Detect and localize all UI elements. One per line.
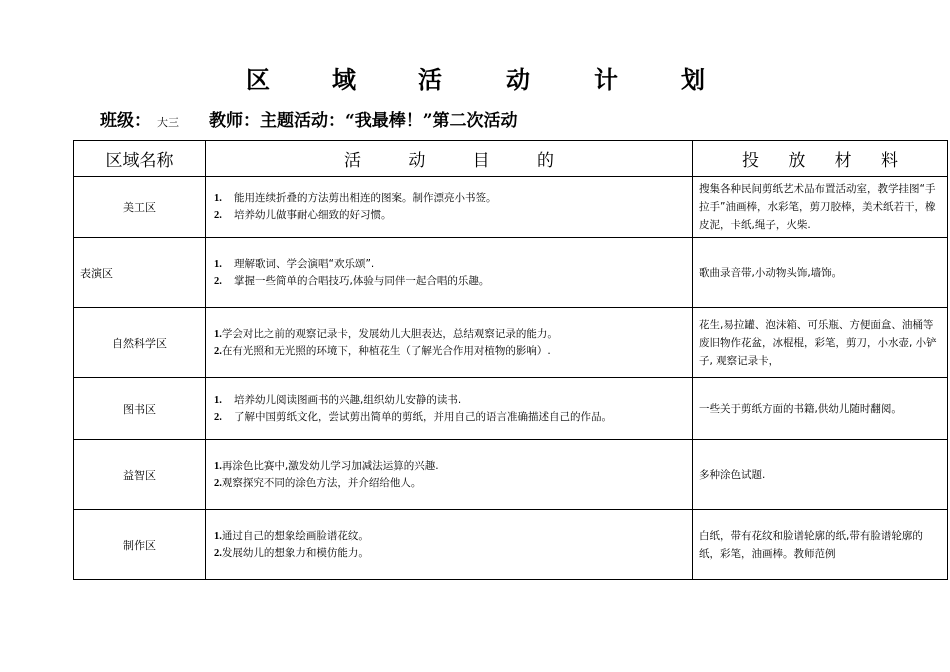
- materials-cell: 白纸，带有花纹和脸谱轮廓的纸,带有脸谱轮廓的纸，彩笔，油画棒。教师范例: [693, 510, 948, 580]
- header-char: 放: [788, 151, 806, 171]
- table-row: [74, 177, 948, 238]
- area-name: 表演区: [74, 238, 206, 308]
- header-char: 投: [742, 151, 759, 171]
- table-row: [74, 308, 948, 378]
- activity-plan-table: [73, 140, 948, 580]
- area-name: 图书区: [74, 378, 206, 440]
- area-name: 制作区: [74, 510, 206, 580]
- class-label: 班级：: [100, 111, 151, 131]
- table-row: [74, 378, 948, 440]
- title-char: 计: [594, 65, 618, 94]
- header-char: 活: [344, 151, 361, 171]
- materials-cell: 歌曲录音带,小动物头饰,墙饰。: [693, 238, 948, 308]
- header-materials: [693, 141, 948, 177]
- goals-cell: 1.再涂色比赛中,激发幼儿学习加减法运算的兴趣. 2.观察探究不同的涂色方法，并介绍给他人。: [206, 440, 693, 510]
- table-header-row: [74, 141, 948, 177]
- goals-cell: 1. 能用连续折叠的方法剪出相连的图案。制作漂亮小书签。 2. 培养幼儿做事耐心细致的好习惯。: [206, 177, 693, 238]
- title-char: 划: [681, 65, 705, 94]
- table-row: [74, 510, 948, 580]
- class-teacher-line: [100, 106, 518, 132]
- header-area: 区域名称: [74, 141, 206, 177]
- teacher-line: 教师：主题活动：“我最棒！”第二次活动: [209, 111, 518, 131]
- area-name: 益智区: [74, 440, 206, 510]
- header-char: 目: [472, 151, 490, 171]
- area-name: 美工区: [74, 177, 206, 238]
- title-char: 区: [246, 65, 270, 94]
- page-title: [0, 60, 950, 96]
- header-goals: [206, 141, 693, 177]
- class-value: 大三: [157, 116, 179, 129]
- header-char: 料: [880, 151, 898, 171]
- title-char: 域: [332, 65, 356, 94]
- table-row: [74, 440, 948, 510]
- materials-cell: 搜集各种民间剪纸艺术品布置活动室，教学挂图“手拉手”油画棒，水彩笔，剪刀胶棒，美术纸若干，橡皮泥，卡纸,绳子，火柴.: [693, 177, 948, 238]
- goals-cell: 1.通过自己的想象绘画脸谱花纹。 2.发展幼儿的想象力和模仿能力。: [206, 510, 693, 580]
- goals-cell: 1. 理解歌词、学会演唱“欢乐颂”. 2. 掌握一些简单的合唱技巧,体验与同伴一起合唱的乐趣。: [206, 238, 693, 308]
- area-name: 自然科学区: [74, 308, 206, 378]
- title-char: 活: [418, 65, 442, 94]
- materials-cell: 一些关于剪纸方面的书籍,供幼儿随时翻阅。: [693, 378, 948, 440]
- header-char: 材: [834, 151, 852, 171]
- materials-cell: 花生,易拉罐、泡沫箱、可乐瓶、方便面盒、油桶等废旧物作花盆，冰棍棍，彩笔，剪刀，小水壶, 小铲子, 观察记录卡，: [693, 308, 948, 378]
- header-char: 的: [536, 151, 554, 171]
- materials-cell: 多种涂色试题.: [693, 440, 948, 510]
- goals-cell: 1. 培养幼儿阅读图画书的兴趣,组织幼儿安静的读书. 2. 了解中国剪纸文化，尝试剪出简单的剪纸，并用自己的语言准确描述自己的作品。: [206, 378, 693, 440]
- title-char: 动: [506, 65, 530, 94]
- goals-cell: 1.学会对比之前的观察记录卡，发展幼儿大胆表达，总结观察记录的能力。 2.在有光照和无光照的环境下，种植花生（了解光合作用对植物的影响）.: [206, 308, 693, 378]
- header-char: 动: [408, 151, 426, 171]
- table-row: [74, 238, 948, 308]
